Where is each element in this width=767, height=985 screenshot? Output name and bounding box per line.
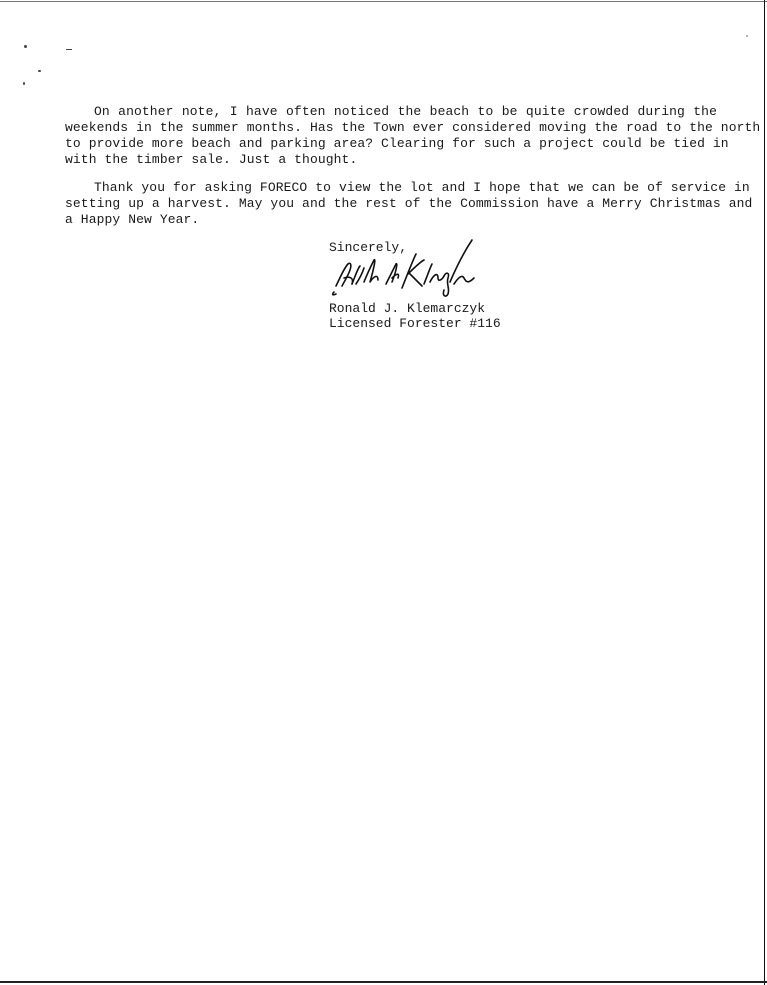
scan-speck — [38, 70, 41, 72]
paragraph-line: setting up a harvest. May you and the rest of the Commission have a Merry Christmas and — [65, 196, 753, 211]
scan-speck — [746, 35, 748, 37]
signer-name: Ronald J. Klemarczyk — [329, 301, 486, 316]
closing-salutation: Sincerely, — [329, 240, 408, 255]
paragraph-beach-note — [65, 104, 761, 168]
paragraph-line: On another note, I have often noticed the beach to be quite crowded during the — [94, 104, 717, 119]
paragraph-line: weekends in the summer months. Has the Town ever considered moving the road to the north — [65, 120, 761, 135]
scan-edge-bottom — [0, 981, 767, 983]
scan-speck — [24, 45, 27, 48]
paragraph-line: to provide more beach and parking area? Clearing for such a project could be tied in — [65, 136, 729, 151]
paragraph-thank-you — [65, 180, 753, 228]
paragraph-line: with the timber sale. Just a thought. — [65, 152, 358, 167]
paragraph-line: a Happy New Year. — [65, 212, 200, 227]
scan-edge-right — [764, 0, 765, 985]
scan-speck — [66, 49, 72, 50]
signer-title: Licensed Forester #116 — [329, 316, 501, 331]
scan-edge-top — [0, 1, 767, 2]
paragraph-line: Thank you for asking FORECO to view the lot and I hope that we can be of service in — [94, 180, 750, 195]
scan-speck — [23, 82, 25, 85]
handwritten-signature — [330, 238, 490, 300]
